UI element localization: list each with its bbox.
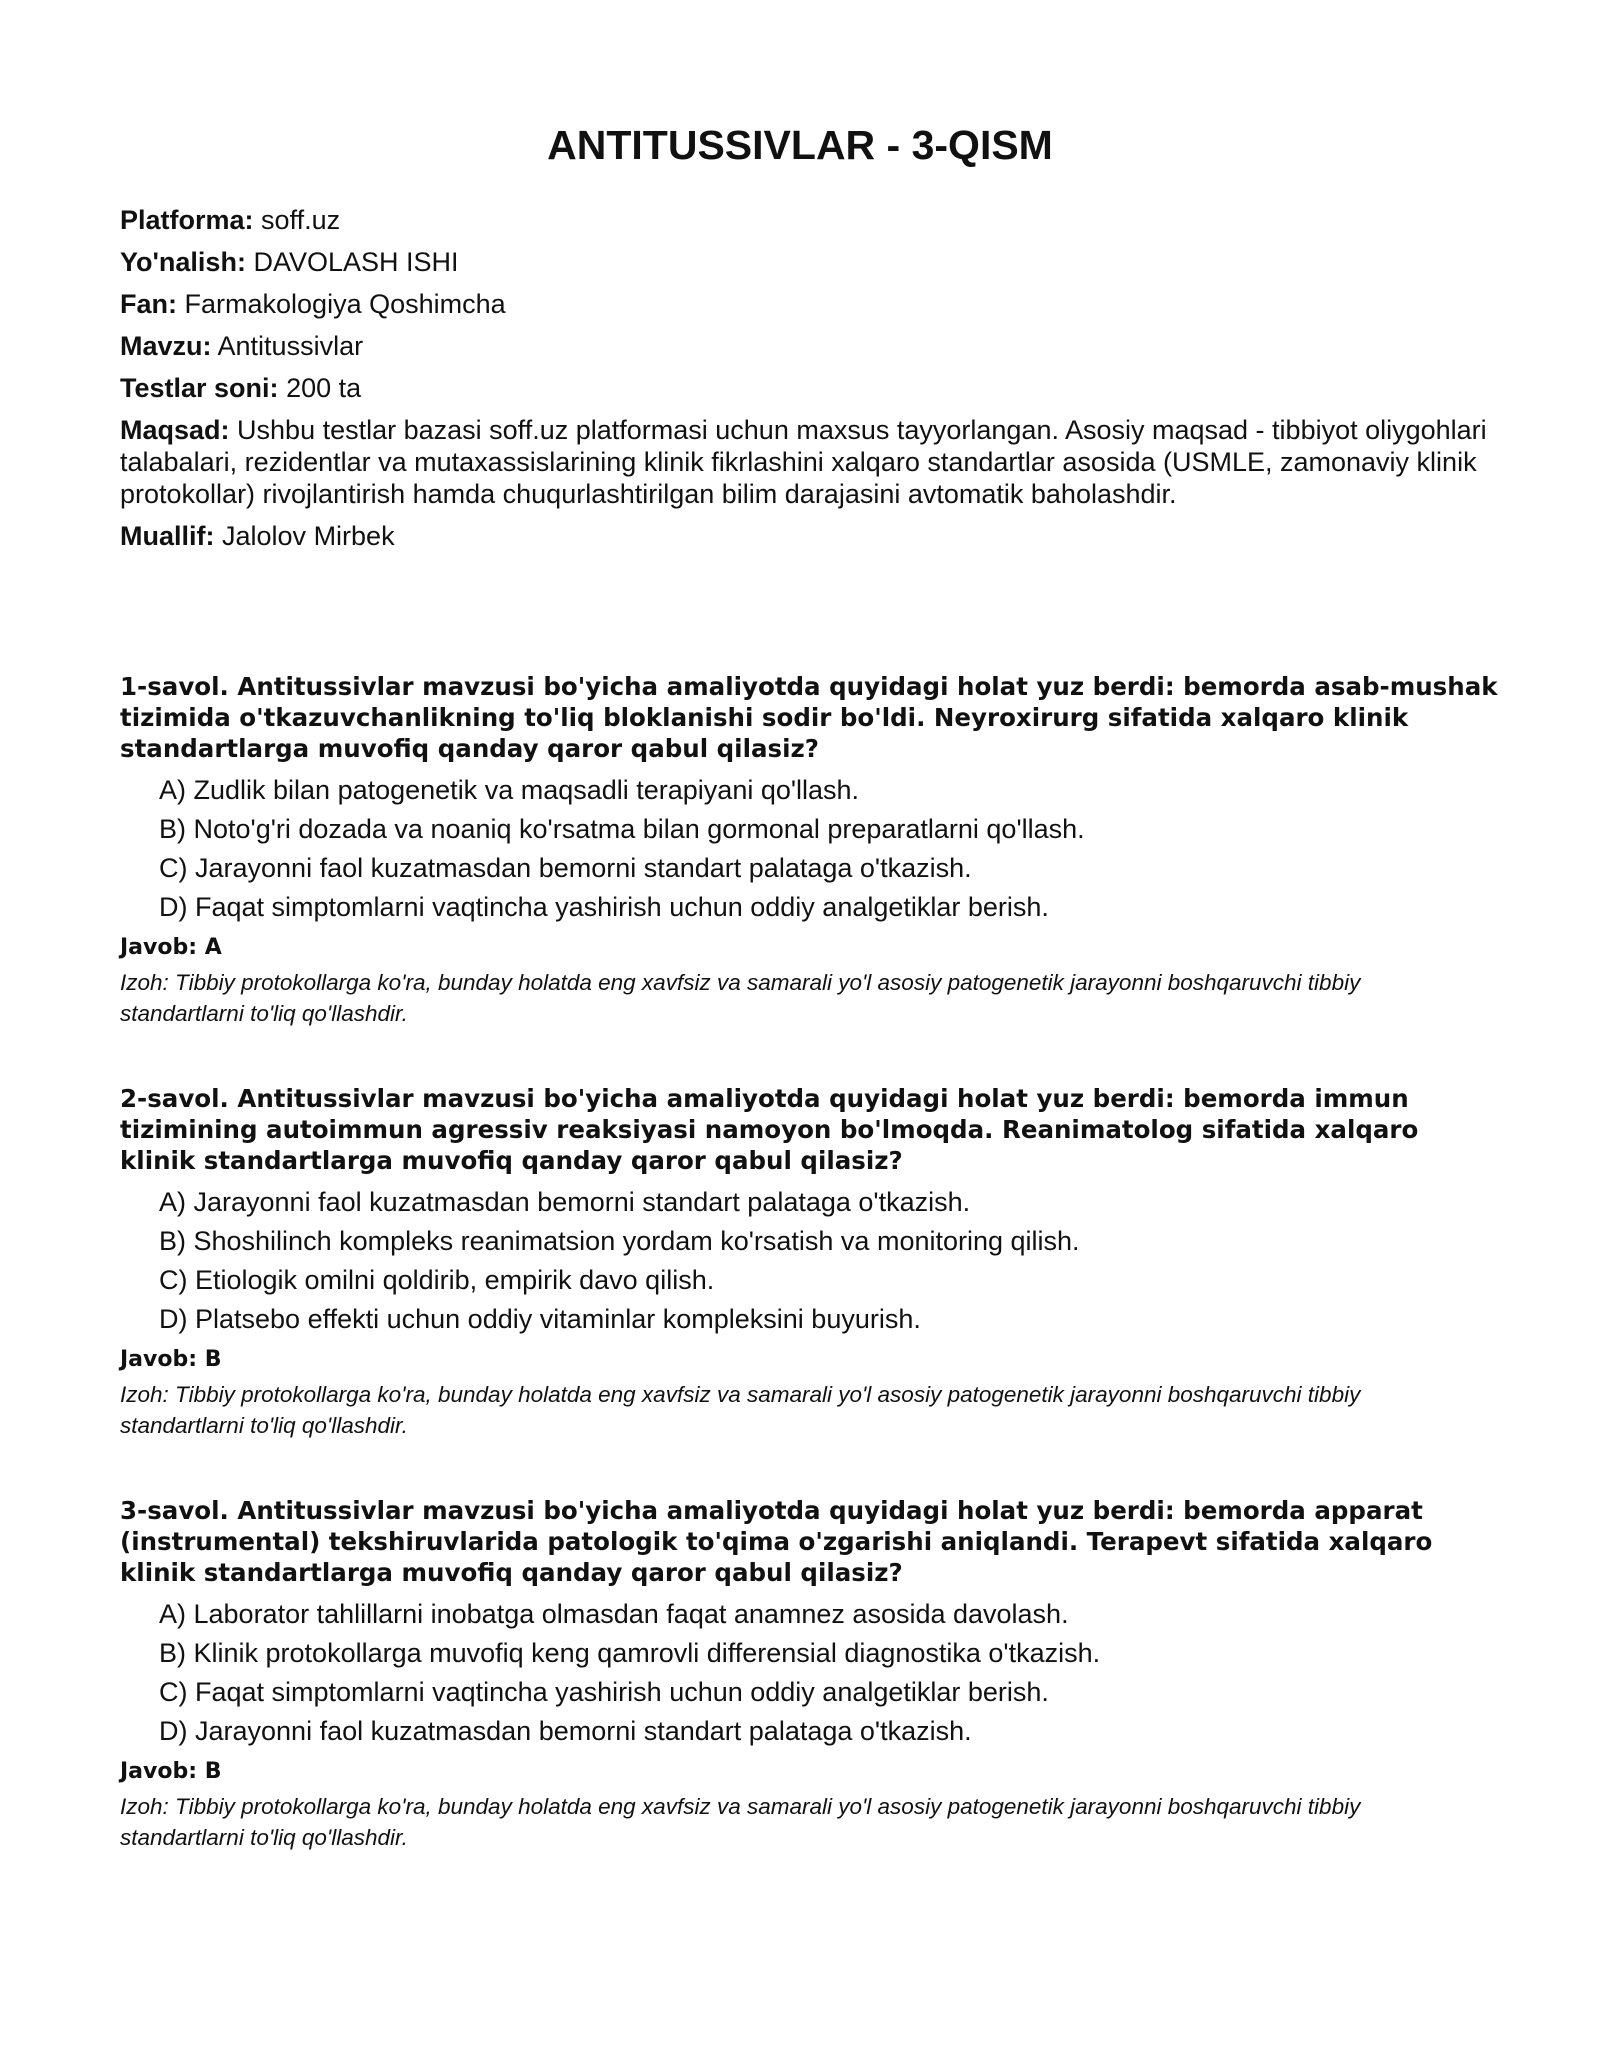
meta-muallif (120, 520, 1490, 552)
answer-options (120, 1598, 1500, 1747)
option-c: C) Faqat simptomlarni vaqtincha yashirish uchun oddiy analgetiklar berish. (159, 1677, 1049, 1707)
meta-value: soff.uz (261, 205, 341, 235)
option-a: A) Zudlik bilan patogenetik va maqsadli terapiyani qo'llash. (159, 775, 860, 805)
question-text: 3-savol. Antitussivlar mavzusi bo'yicha amaliyotda quyidagi holat yuz berdi: bemorda apparat (instrumental) tekshiruvlarida patologik to'qima o'zgarishi aniqlandi. Terapevt sifatida xalqaro klinik standartlarga muvofiq qanday qaror qabul qilasiz? (120, 1496, 1433, 1587)
question-block (120, 671, 1500, 1029)
option-a: A) Jarayonni faol kuzatmasdan bemorni standart palataga o'tkazish. (159, 1187, 971, 1217)
meta-label: Testlar soni: (120, 373, 279, 403)
meta-platforma (120, 204, 1490, 236)
explanation: Izoh: Tibbiy protokollarga ko'ra, bunday holatda eng xavfsiz va samarali yo'l asosiy patogenetik jarayonni boshqaruvchi tibbiy standartlarni to'liq qo'llashdir. (120, 1794, 1361, 1850)
explanation: Izoh: Tibbiy protokollarga ko'ra, bunday holatda eng xavfsiz va samarali yo'l asosiy patogenetik jarayonni boshqaruvchi tibbiy standartlarni to'liq qo'llashdir. (120, 1382, 1361, 1438)
meta-mavzu (120, 330, 1490, 362)
meta-label: Platforma: (120, 205, 254, 235)
option-c: C) Jarayonni faol kuzatmasdan bemorni standart palataga o'tkazish. (159, 853, 972, 883)
answer-key: Javob: B (120, 1347, 222, 1372)
explanation: Izoh: Tibbiy protokollarga ko'ra, bunday holatda eng xavfsiz va samarali yo'l asosiy patogenetik jarayonni boshqaruvchi tibbiy standartlarni to'liq qo'llashdir. (120, 970, 1361, 1026)
meta-label: Fan: (120, 289, 177, 319)
meta-maqsad (120, 414, 1490, 510)
meta-value: DAVOLASH ISHI (253, 247, 459, 277)
document-title: ANTITUSSIVLAR - 3-QISM (547, 122, 1053, 168)
meta-value: Farmakologiya Qoshimcha (184, 289, 506, 319)
answer-key: Javob: A (120, 935, 222, 960)
answer-key: Javob: B (120, 1759, 222, 1784)
meta-testlar-soni (120, 372, 1490, 404)
question-text: 1-savol. Antitussivlar mavzusi bo'yicha amaliyotda quyidagi holat yuz berdi: bemorda asab-mushak tizimida o'tkazuvchanlikning to'liq bloklanishi sodir bo'ldi. Neyroxirurg sifatida xalqaro klinik standartlarga muvofiq qanday qaror qabul qilasiz? (120, 672, 1498, 763)
answer-options (120, 1186, 1500, 1335)
meta-value: Ushbu testlar bazasi soff.uz platformasi uchun maxsus tayyorlangan. Asosiy maqsad - tibbiyot oliygohlari talabalari, rezidentlar va mutaxassislarining klinik fikrlashini xalqaro standartlar asosida (USMLE, zamonaviy klinik protokollar) rivojlantirish hamda chuqurlashtirilgan bilim darajasini avtomatik baholashdir. (120, 415, 1487, 509)
meta-yonalish (120, 246, 1490, 278)
meta-value: Antitussivlar (217, 331, 364, 361)
option-d: D) Jarayonni faol kuzatmasdan bemorni standart palataga o'tkazish. (159, 1716, 972, 1746)
meta-fan (120, 288, 1490, 320)
option-c: C) Etiologik omilni qoldirib, empirik davo qilish. (159, 1265, 715, 1295)
option-b: B) Shoshilinch kompleks reanimatsion yordam ko'rsatish va monitoring qilish. (159, 1226, 1080, 1256)
meta-label: Mavzu: (120, 331, 212, 361)
meta-label: Maqsad: (120, 415, 230, 445)
option-a: A) Laborator tahlillarni inobatga olmasdan faqat anamnez asosida davolash. (159, 1599, 1069, 1629)
question-block (120, 1083, 1500, 1441)
option-d: D) Faqat simptomlarni vaqtincha yashirish uchun oddiy analgetiklar berish. (159, 892, 1049, 922)
meta-label: Yo'nalish: (120, 247, 246, 277)
question-text: 2-savol. Antitussivlar mavzusi bo'yicha amaliyotda quyidagi holat yuz berdi: bemorda immun tizimining autoimmun agressiv reaksiyasi namoyon bo'lmoqda. Reanimatolog sifatida xalqaro klinik standartlarga muvofiq qanday qaror qabul qilasiz? (120, 1084, 1419, 1175)
question-block (120, 1495, 1500, 1853)
meta-label: Muallif: (120, 521, 215, 551)
option-b: B) Klinik protokollarga muvofiq keng qamrovli differensial diagnostika o'tkazish. (159, 1638, 1101, 1668)
metadata-block (120, 204, 1490, 562)
answer-options (120, 774, 1500, 923)
meta-value: 200 ta (286, 373, 362, 403)
option-d: D) Platsebo effekti uchun oddiy vitaminlar kompleksini buyurish. (159, 1304, 921, 1334)
meta-value: Jalolov Mirbek (222, 521, 395, 551)
option-b: B) Noto'g'ri dozada va noaniq ko'rsatma bilan gormonal preparatlarni qo'llash. (159, 814, 1085, 844)
questions-list (120, 671, 1500, 1907)
